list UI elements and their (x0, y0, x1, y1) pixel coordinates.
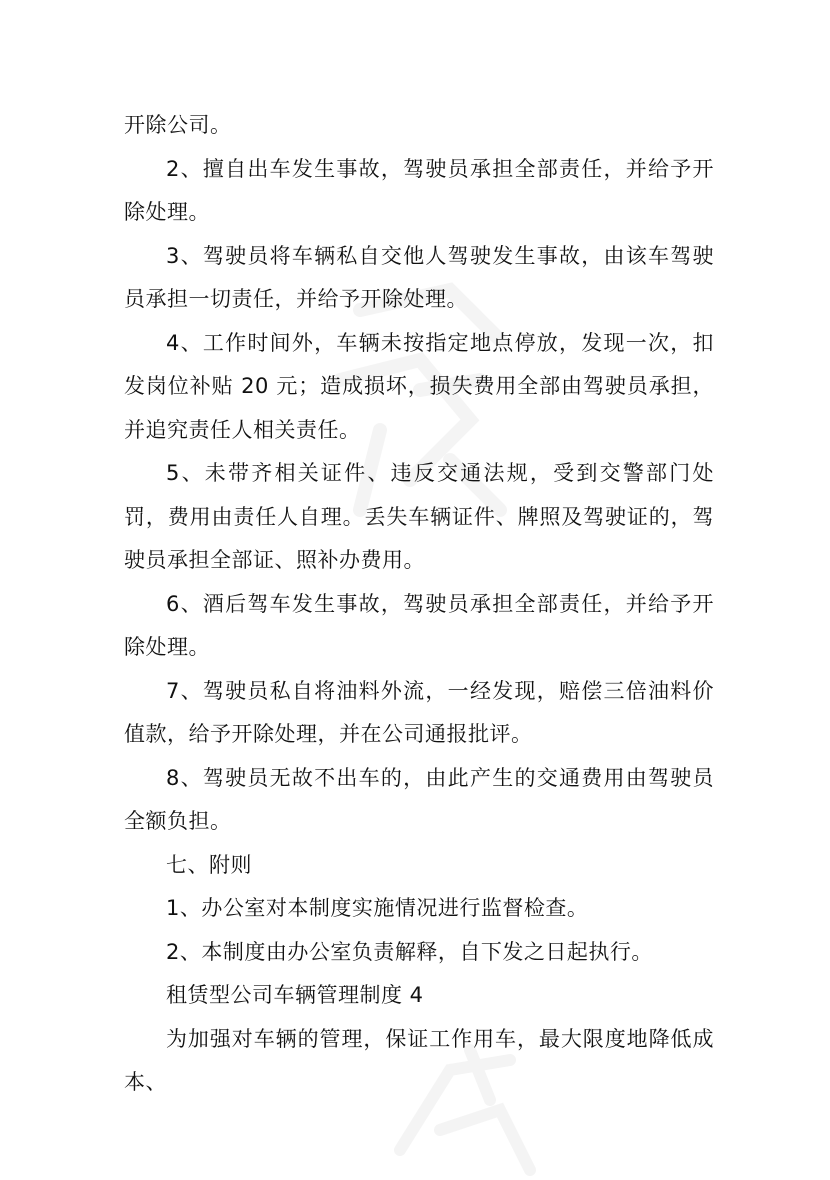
paragraph-intro: 为加强对车辆的管理，保证工作用车，最大限度地降低成本、 (124, 1026, 714, 1094)
document-body (124, 104, 714, 1105)
paragraph-item-8: 8、驾驶员无故不出车的，由此产生的交通费用由驾驶员全额负担。 (124, 765, 714, 833)
document-subtitle: 租赁型公司车辆管理制度 4 (166, 983, 424, 1007)
paragraph-item-6: 6、酒后驾车发生事故，驾驶员承担全部责任，并给予开除处理。 (124, 591, 714, 659)
paragraph-continuation: 开除公司。 (124, 113, 232, 137)
paragraph-item-2: 2、擅自出车发生事故，驾驶员承担全部责任，并给予开除处理。 (124, 156, 714, 224)
paragraph-item-3: 3、驾驶员将车辆私自交他人驾驶发生事故，由该车驾驶员承担一切责任，并给予开除处理。 (124, 243, 714, 311)
paragraph-appendix-2: 2、本制度由办公室负责解释，自下发之日起执行。 (166, 939, 653, 964)
paragraph-appendix-1: 1、办公室对本制度实施情况进行监督检查。 (166, 896, 589, 920)
paragraph-item-7: 7、驾驶员私自将油料外流，一经发现，赔偿三倍油料价值款，给予开除处理，并在公司通报批评。 (124, 678, 714, 746)
paragraph-item-4: 4、工作时间外，车辆未按指定地点停放，发现一次，扣发岗位补贴 20 元；造成损坏，损失费用全部由驾驶员承担，并追究责任人相关责任。 (124, 330, 714, 442)
section-heading-appendix: 七、附则 (166, 852, 252, 877)
paragraph-item-5: 5、未带齐相关证件、违反交通法规，受到交警部门处罚，费用由责任人自理。丢失车辆证件、牌照及驾驶证的，驾驶员承担全部证、照补办费用。 (124, 461, 714, 572)
